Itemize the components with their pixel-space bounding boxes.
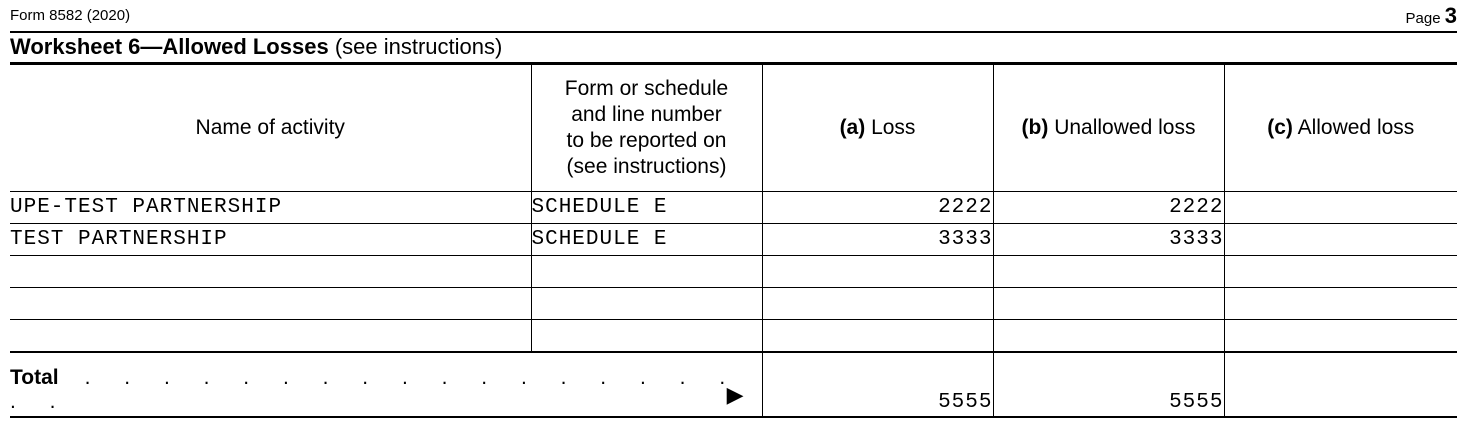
- col-header-allowed-text: Allowed loss: [1297, 115, 1415, 139]
- allowed-loss-field[interactable]: [1224, 288, 1457, 320]
- table-row: [10, 288, 1457, 320]
- table-row: [10, 320, 1457, 353]
- page-word: Page: [1405, 10, 1441, 27]
- col-header-name-text: Name of activity: [195, 115, 345, 139]
- allowed-loss-field[interactable]: [1224, 224, 1457, 256]
- col-header-unallowed-letter: (b): [1021, 115, 1049, 139]
- loss-field[interactable]: [762, 288, 993, 320]
- loss-field[interactable]: 2222: [762, 192, 993, 224]
- total-label: Total: [10, 366, 59, 389]
- page-number: 3: [1444, 3, 1457, 28]
- form-line-field[interactable]: SCHEDULE E: [531, 192, 762, 224]
- form-header: [10, 0, 1457, 31]
- col-header-form-line: Form or schedule: [564, 76, 729, 100]
- form-line-field[interactable]: [531, 288, 762, 320]
- worksheet-title-note: (see instructions): [334, 34, 503, 59]
- form-line-field[interactable]: SCHEDULE E: [531, 224, 762, 256]
- allowed-loss-field[interactable]: [1224, 320, 1457, 353]
- col-header-unallowed: [993, 64, 1224, 192]
- worksheet-title-main: Worksheet 6—Allowed Losses: [10, 34, 329, 59]
- activity-name-field[interactable]: [10, 320, 531, 353]
- unallowed-loss-field[interactable]: [993, 256, 1224, 288]
- total-row: [10, 352, 1457, 417]
- unallowed-loss-field[interactable]: 3333: [993, 224, 1224, 256]
- col-header-form: [531, 64, 762, 192]
- col-header-loss-text: Loss: [871, 115, 916, 139]
- total-loss-field[interactable]: 5555: [762, 352, 993, 417]
- loss-field[interactable]: 3333: [762, 224, 993, 256]
- total-allowed-field[interactable]: [1224, 352, 1457, 417]
- unallowed-loss-field[interactable]: 2222: [993, 192, 1224, 224]
- col-header-name: [10, 64, 531, 192]
- allowed-loss-field[interactable]: [1224, 192, 1457, 224]
- col-header-loss-letter: (a): [839, 115, 866, 139]
- header-rule: [10, 31, 1457, 33]
- activity-name-field[interactable]: [10, 256, 531, 288]
- form-id: Form 8582 (2020): [10, 7, 131, 24]
- form-line-field[interactable]: [531, 320, 762, 353]
- loss-field[interactable]: [762, 320, 993, 353]
- loss-field[interactable]: [762, 256, 993, 288]
- col-header-allowed-letter: (c): [1267, 115, 1293, 139]
- activity-name-field[interactable]: [10, 288, 531, 320]
- col-header-loss: [762, 64, 993, 192]
- allowed-loss-field[interactable]: [1224, 256, 1457, 288]
- table-row: [10, 224, 1457, 256]
- page-label: [1406, 3, 1457, 29]
- col-header-form-line: (see instructions): [566, 154, 727, 178]
- leader-dots: . . . . . . . . . . . . . . . . . . .: [10, 366, 740, 413]
- worksheet-title: [10, 34, 502, 60]
- form-line-field[interactable]: [531, 256, 762, 288]
- col-header-unallowed-text: Unallowed loss: [1054, 115, 1196, 139]
- table-header-row: [10, 64, 1457, 192]
- unallowed-loss-field[interactable]: [993, 288, 1224, 320]
- unallowed-loss-field[interactable]: [993, 320, 1224, 353]
- table-row: [10, 256, 1457, 288]
- allowed-losses-table: [10, 64, 1457, 418]
- activity-name-field[interactable]: UPE-TEST PARTNERSHIP: [10, 192, 531, 224]
- activity-name-field[interactable]: TEST PARTNERSHIP: [10, 224, 531, 256]
- total-label-cell: [10, 352, 762, 417]
- table-row: [10, 192, 1457, 224]
- total-unallowed-field[interactable]: 5555: [993, 352, 1224, 417]
- col-header-form-line: and line number: [571, 102, 722, 126]
- arrow-right-icon: ▶: [726, 382, 744, 407]
- col-header-form-line: to be reported on: [566, 128, 727, 152]
- col-header-allowed: [1224, 64, 1457, 192]
